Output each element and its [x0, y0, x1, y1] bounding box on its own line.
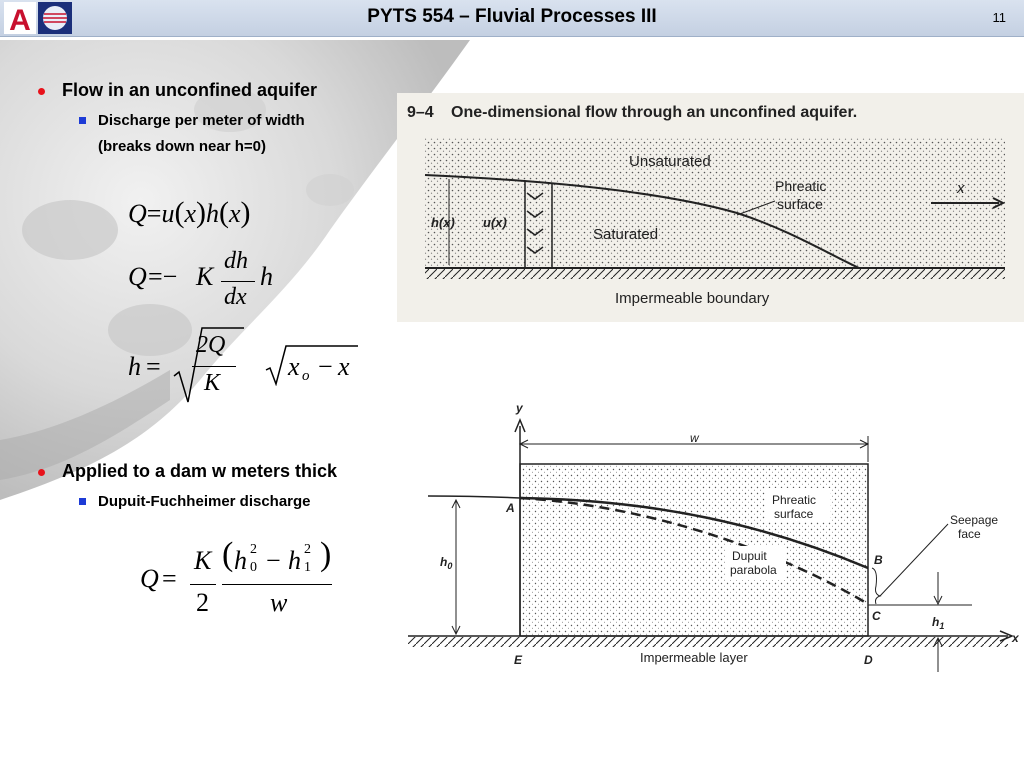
slide-title: PYTS 554 – Fluvial Processes III — [367, 6, 657, 27]
label-point-e: E — [514, 653, 523, 667]
label-phreatic: Phreatic — [772, 493, 817, 507]
boundary-hatching — [425, 269, 1005, 279]
bullet-applied-dam — [62, 461, 337, 482]
label-point-a: A — [506, 501, 515, 515]
label-w: w — [690, 431, 699, 445]
label-point-b: B — [874, 553, 883, 567]
figure-number: 9–4 — [407, 104, 434, 121]
bullet-text: Applied to a dam w meters thick — [62, 461, 338, 481]
label-phreatic: Phreatic — [775, 178, 827, 194]
equation-darcy-discharge: Q =− K dh dx h — [128, 248, 273, 310]
label-y-axis: y — [516, 401, 523, 415]
reservoir-water-line — [428, 496, 520, 498]
label-point-c: C — [872, 609, 881, 623]
aquifer-soil — [425, 138, 1005, 268]
label-u-x: u(x) — [483, 215, 507, 230]
sub-bullet-line2: (breaks down near h=0) — [98, 138, 266, 155]
slide-header — [0, 0, 1024, 37]
blue-bullet-square — [79, 498, 86, 505]
label-surface: surface — [774, 507, 814, 521]
blue-bullet-square — [79, 117, 86, 124]
label-impermeable-boundary: Impermeable boundary — [615, 290, 770, 307]
figure-unconfined-aquifer — [397, 93, 1024, 322]
label-seepage: Seepage — [950, 513, 999, 527]
red-bullet-dot — [38, 469, 45, 476]
figure-caption: One-dimensional flow through an unconfined aquifer. — [451, 104, 858, 121]
sub-bullet-discharge — [98, 108, 305, 160]
aquifer-diagram — [397, 93, 1024, 322]
label-unsaturated: Unsaturated — [629, 153, 711, 170]
label-face: face — [958, 527, 981, 541]
slide-number: 11 — [992, 10, 1006, 25]
label-x-axis: x — [1012, 631, 1019, 645]
sub-bullet-line1: Discharge per meter of width — [98, 112, 305, 129]
label-x-axis: x — [957, 180, 965, 197]
label-impermeable-layer: Impermeable layer — [640, 650, 748, 665]
red-bullet-dot — [38, 88, 45, 95]
figure-dam-seepage — [408, 396, 1024, 678]
label-point-d: D — [864, 653, 873, 667]
svg-text:h0: $h_0$ — [440, 555, 453, 571]
label-dupuit: Dupuit — [732, 549, 767, 563]
bullet-flow-unconfined — [62, 80, 317, 101]
label-parabola: parabola — [730, 563, 777, 577]
svg-text:h1: $h_1$ — [932, 615, 945, 631]
equation-discharge-definition: Q=u(x)h(x) — [128, 196, 251, 229]
impermeable-layer-hatching — [408, 637, 1008, 647]
equation-water-table-height: h = 2Q K x o − x — [128, 326, 368, 406]
bullet-text: Flow in an unconfined aquifer — [62, 80, 317, 100]
dam-diagram — [408, 396, 1024, 678]
label-surface: surface — [777, 196, 823, 212]
svg-text:A: A — [9, 4, 31, 34]
equation-dupuit-discharge: Q = K 2 ( h 2 0 − h 2 1 ) w — [140, 536, 332, 617]
sub-bullet-dupuit — [98, 489, 311, 515]
sub-bullet-line1: Dupuit-Fuchheimer discharge — [98, 493, 311, 510]
label-h-x: h(x) — [431, 215, 455, 230]
label-saturated: Saturated — [593, 226, 659, 243]
